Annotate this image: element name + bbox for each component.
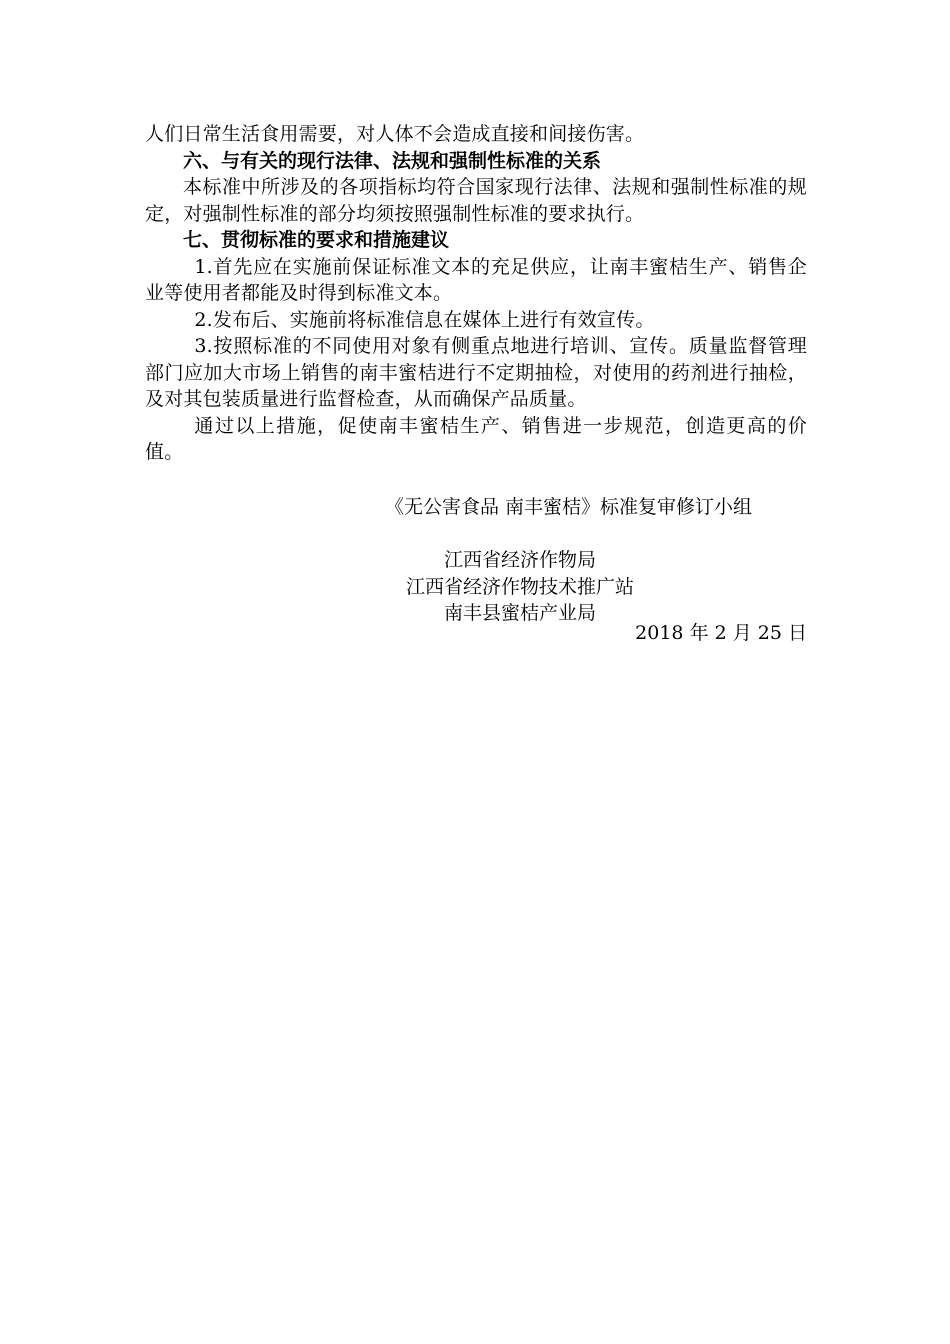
revision-group-name: 《无公害食品 南丰蜜桔》标准复审修订小组 bbox=[384, 496, 752, 518]
list-item-2: 2.发布后、实施前将标准信息在媒体上进行有效宣传。 bbox=[194, 308, 655, 331]
organization-list bbox=[145, 547, 895, 627]
document-body bbox=[145, 121, 807, 466]
organization-1: 江西省经济作物局 bbox=[443, 549, 596, 571]
paragraph-food-safety: 人们日常生活食用需要，对人体不会造成直接和间接伤害。 bbox=[145, 123, 645, 145]
document-date: 2018 年 2 月 25 日 bbox=[635, 622, 807, 644]
list-item-3: 3.按照标准的不同使用对象有侧重点地进行培训、宣传。质量监督管理部门应加大市场上销售的南丰蜜桔进行不定期抽检，对使用的药剂进行抽检，及对其包装质量进行监督检查，从而确保产品质量。 bbox=[145, 335, 807, 410]
paragraph-law-relation: 本标准中所涉及的各项指标均符合国家现行法律、法规和强制性标准的规定，对强制性标准的部分均须按照强制性标准的要求执行。 bbox=[145, 176, 807, 225]
organization-3: 南丰县蜜桔产业局 bbox=[443, 602, 596, 624]
list-item-1: 1.首先应在实施前保证标准文本的充足供应，让南丰蜜桔生产、销售企业等使用者都能及时得到标准文本。 bbox=[145, 255, 807, 304]
paragraph-conclusion: 通过以上措施，促使南丰蜜桔生产、销售进一步规范，创造更高的价值。 bbox=[145, 414, 807, 463]
section-heading-6: 六、与有关的现行法律、法规和强制性标准的关系 bbox=[183, 149, 602, 172]
signature-group bbox=[145, 494, 807, 521]
section-heading-7: 七、贯彻标准的要求和措施建议 bbox=[183, 229, 450, 251]
organization-2: 江西省经济作物技术推广站 bbox=[405, 575, 634, 598]
